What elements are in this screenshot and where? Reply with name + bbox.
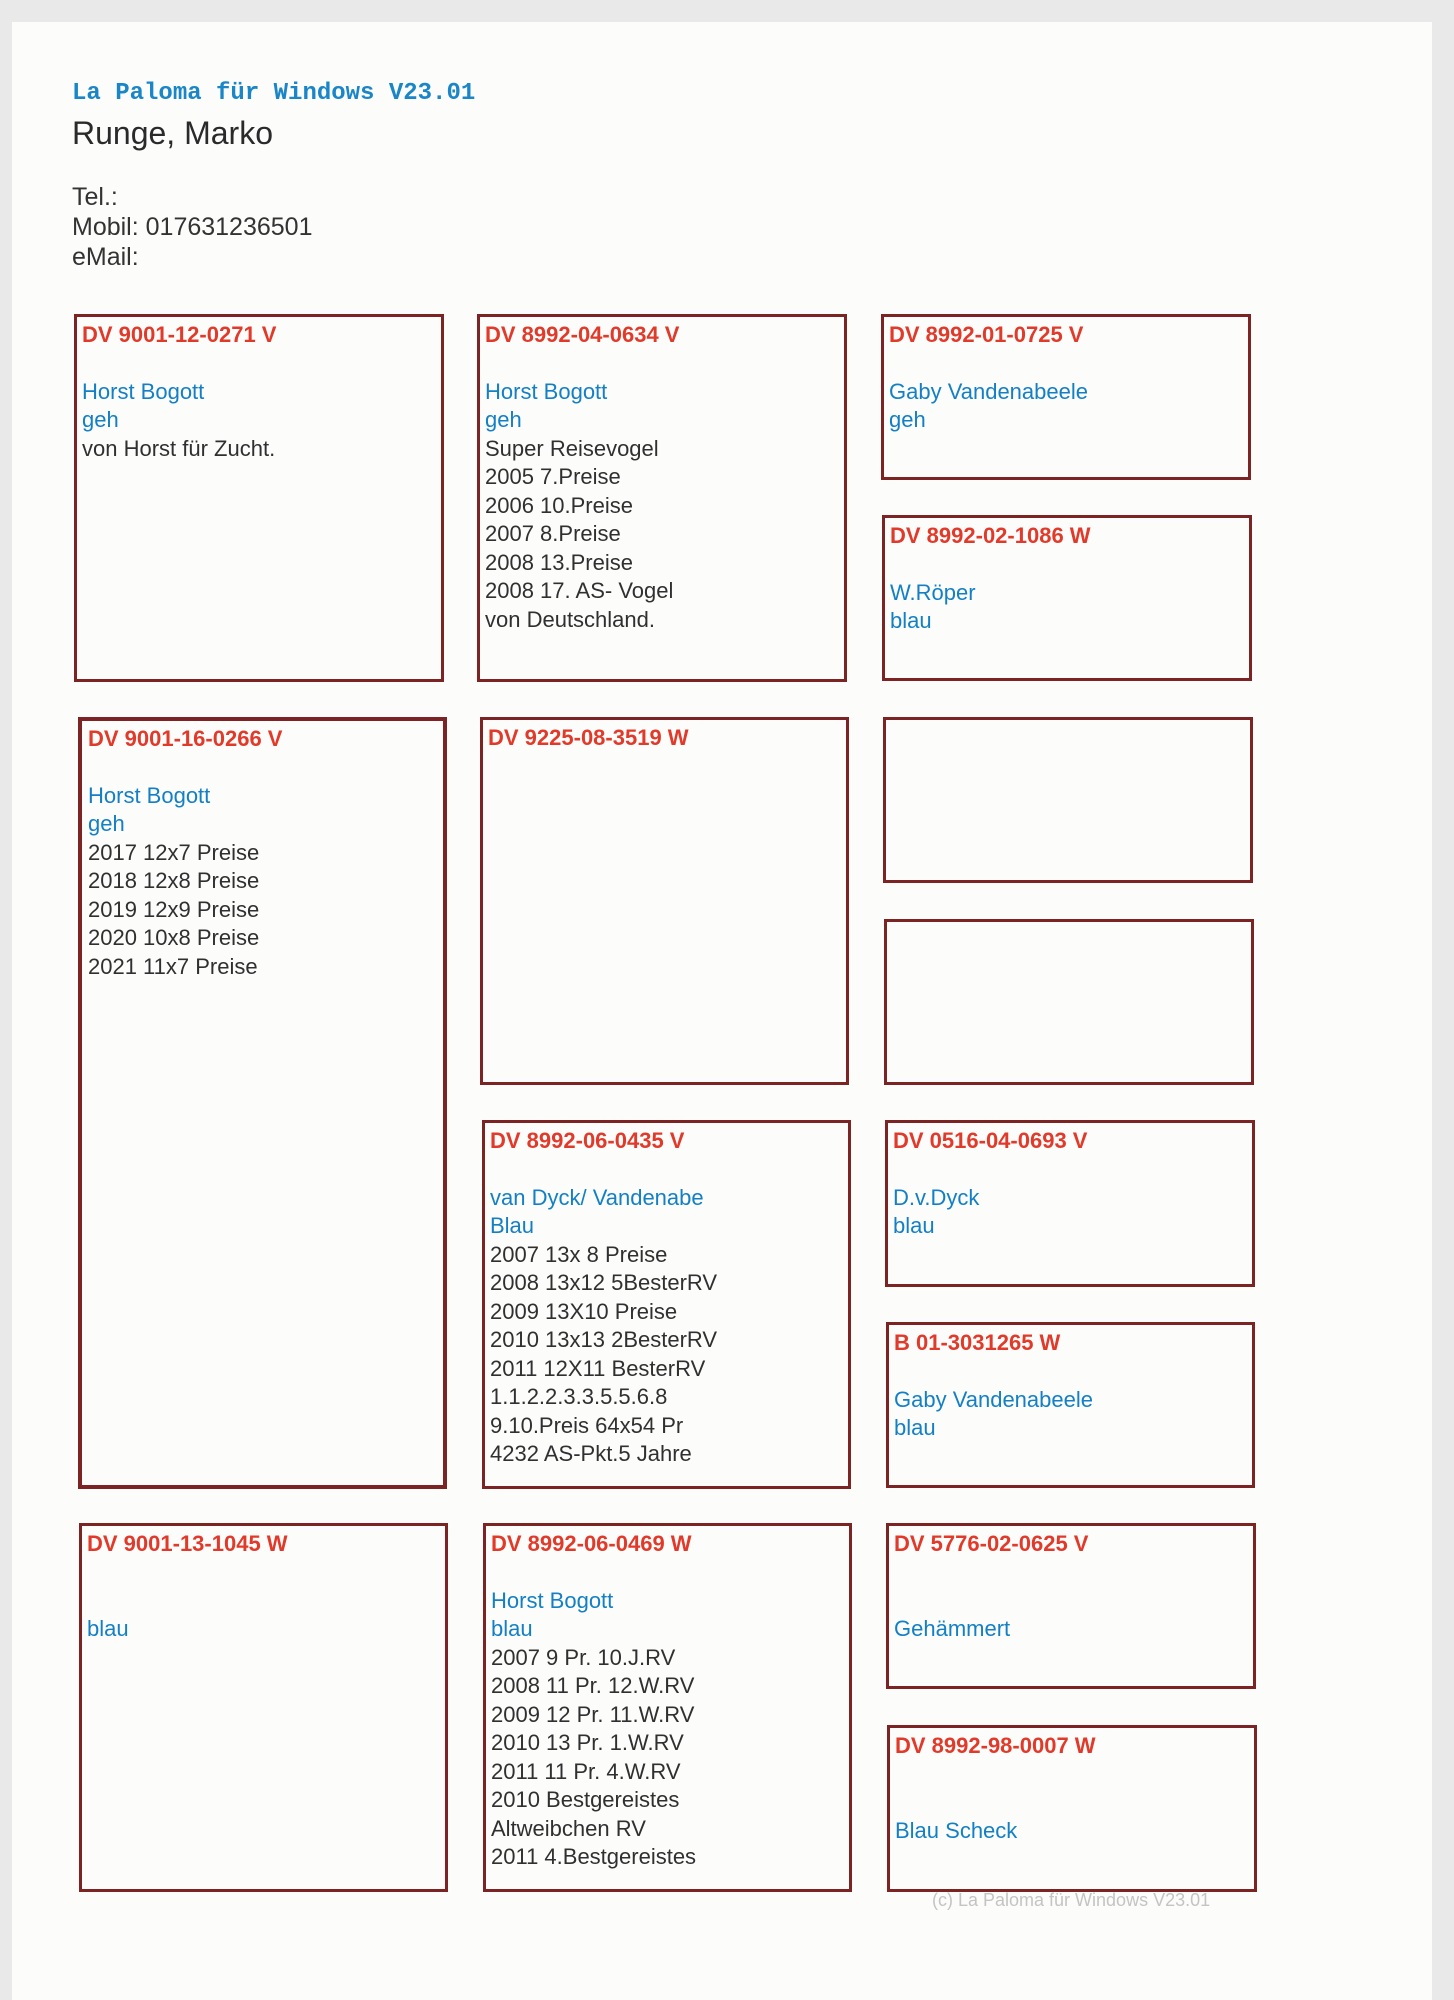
plumage-color: geh	[485, 407, 522, 432]
pedigree-box	[480, 717, 849, 1085]
plumage-color: geh	[82, 407, 119, 432]
breeder-name: Gaby Vandenabeele	[889, 378, 1088, 404]
plumage-color: blau	[87, 1615, 129, 1641]
ring-number: DV 9001-16-0266 V	[88, 726, 283, 751]
ring-number: B 01-3031265 W	[894, 1330, 1061, 1355]
spacer	[890, 551, 1249, 579]
spacer	[88, 754, 443, 782]
spacer	[87, 1587, 445, 1615]
breeder-name: Gaby Vandenabeele	[894, 1386, 1093, 1412]
pedigree-box	[886, 1523, 1256, 1689]
ring-number: DV 9225-08-3519 W	[488, 725, 689, 750]
spacer	[488, 753, 846, 781]
pedigree-box	[482, 1120, 851, 1489]
pedigree-box	[74, 314, 444, 682]
performance-note: Altweibchen RV	[491, 1815, 646, 1841]
plumage-color: blau	[893, 1213, 935, 1238]
plumage-color: blau	[894, 1415, 936, 1440]
performance-note: 2007 13x 8 Preise	[490, 1241, 668, 1267]
performance-note: 2021 11x7 Preise	[88, 953, 258, 979]
spacer	[894, 1587, 1253, 1615]
plumage-color: Blau	[490, 1213, 535, 1238]
pedigree-box	[884, 919, 1254, 1085]
mobile-line: Mobil: 017631236501	[72, 213, 313, 241]
spacer	[82, 350, 441, 378]
plumage-color: geh	[889, 407, 926, 432]
ring-number: DV 8992-01-0725 V	[889, 322, 1084, 347]
spacer	[87, 1559, 445, 1587]
spacer	[894, 1559, 1253, 1587]
email-line: eMail:	[72, 243, 139, 271]
breeder-name: Horst Bogott	[485, 378, 608, 404]
performance-note: 2011 12X11 BesterRV	[490, 1355, 706, 1381]
pedigree-box	[477, 314, 847, 682]
spacer	[893, 1156, 1252, 1184]
ring-number: DV 9001-13-1045 W	[87, 1531, 288, 1556]
spacer	[895, 1789, 1254, 1817]
pedigree-box	[483, 1523, 852, 1892]
owner-name: Runge, Marko	[72, 115, 273, 151]
pedigree-box	[78, 717, 447, 1489]
spacer	[889, 350, 1248, 378]
performance-note: Super Reisevogel	[485, 435, 659, 461]
pedigree-box	[883, 717, 1253, 883]
performance-note: 2010 13 Pr. 1.W.RV	[491, 1730, 684, 1755]
pedigree-box	[886, 1322, 1255, 1488]
performance-note: 2011 11 Pr. 4.W.RV	[491, 1758, 681, 1784]
performance-note: 2008 11 Pr. 12.W.RV	[491, 1673, 695, 1698]
performance-note: von Deutschland.	[485, 606, 655, 632]
performance-note: 2010 13x13 2BesterRV	[490, 1327, 718, 1352]
performance-note: 2018 12x8 Preise	[88, 868, 260, 893]
plumage-color: blau	[491, 1616, 533, 1641]
plumage-color: Blau Scheck	[895, 1817, 1018, 1843]
app-title: La Paloma für Windows V23.01	[72, 80, 476, 107]
performance-note: 2005 7.Preise	[485, 464, 621, 489]
breeder-name: W.Röper	[890, 579, 976, 605]
spacer	[490, 1156, 848, 1184]
plumage-color: blau	[890, 608, 932, 633]
breeder-name: van Dyck/ Vandenabe	[490, 1184, 704, 1210]
performance-note: 2009 13X10 Preise	[490, 1298, 678, 1324]
breeder-name: D.v.Dyck	[893, 1184, 980, 1210]
spacer	[894, 1358, 1252, 1386]
performance-note: 2010 Bestgereistes	[491, 1787, 680, 1812]
performance-note: 2020 10x8 Preise	[88, 925, 260, 950]
spacer	[485, 350, 844, 378]
plumage-color: geh	[88, 811, 125, 836]
performance-note: 2019 12x9 Preise	[88, 896, 260, 922]
pedigree-box	[882, 515, 1252, 681]
pedigree-box	[79, 1523, 448, 1892]
ring-number: DV 8992-06-0469 W	[491, 1531, 692, 1556]
ring-number: DV 8992-06-0435 V	[490, 1128, 685, 1153]
performance-note: 2007 9 Pr. 10.J.RV	[491, 1644, 676, 1670]
ring-number: DV 5776-02-0625 V	[894, 1531, 1089, 1556]
pedigree-box	[881, 314, 1251, 480]
performance-note: von Horst für Zucht.	[82, 435, 276, 461]
breeder-name: Horst Bogott	[88, 782, 211, 808]
spacer	[895, 1761, 1254, 1789]
ring-number: DV 8992-04-0634 V	[485, 322, 680, 347]
performance-note: 2008 13.Preise	[485, 549, 633, 575]
performance-note: 2017 12x7 Preise	[88, 839, 260, 865]
pedigree-box	[885, 1120, 1255, 1287]
ring-number: DV 8992-98-0007 W	[895, 1733, 1096, 1758]
plumage-color: Gehämmert	[894, 1615, 1011, 1641]
performance-note: 9.10.Preis 64x54 Pr	[490, 1412, 684, 1438]
performance-note: 1.1.2.2.3.3.5.5.6.8	[490, 1384, 668, 1409]
performance-note: 2008 17. AS- Vogel	[485, 578, 674, 603]
ring-number: DV 8992-02-1086 W	[890, 523, 1091, 548]
pedigree-box	[887, 1725, 1257, 1892]
breeder-name: Horst Bogott	[491, 1587, 614, 1613]
breeder-name: Horst Bogott	[82, 378, 205, 404]
performance-note: 2011 4.Bestgereistes	[491, 1844, 697, 1869]
spacer	[491, 1559, 849, 1587]
footer-copyright: (c) La Paloma für Windows V23.01	[932, 1890, 1211, 1910]
tel-line: Tel.:	[72, 183, 118, 211]
ring-number: DV 9001-12-0271 V	[82, 322, 277, 347]
performance-note: 2009 12 Pr. 11.W.RV	[491, 1701, 695, 1727]
performance-note: 2007 8.Preise	[485, 521, 621, 546]
performance-note: 4232 AS-Pkt.5 Jahre	[490, 1441, 692, 1466]
performance-note: 2006 10.Preise	[485, 492, 633, 518]
ring-number: DV 0516-04-0693 V	[893, 1128, 1088, 1153]
performance-note: 2008 13x12 5BesterRV	[490, 1270, 718, 1295]
